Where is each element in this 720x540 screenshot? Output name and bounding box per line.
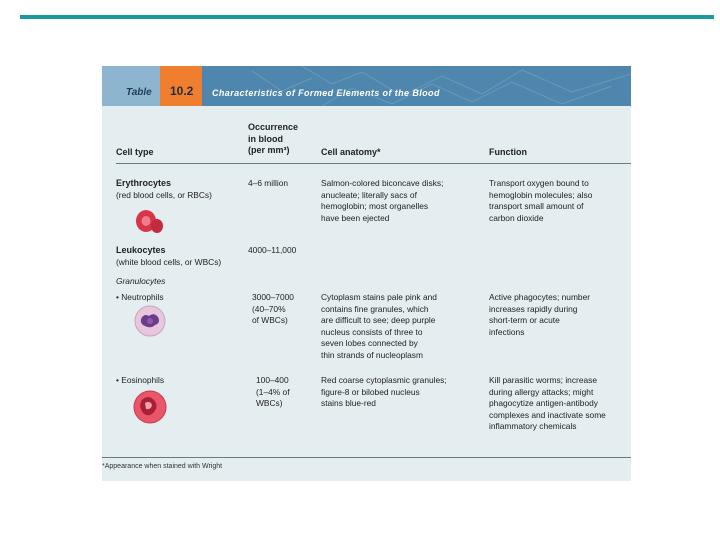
top-accent-rule [20, 15, 714, 19]
footer-rule [102, 457, 631, 458]
header-rule [116, 163, 631, 164]
leukocytes-name: Leukocytes [116, 245, 166, 255]
leukocytes-type [116, 245, 221, 268]
anatomy-line: hemoglobin; most organelles [321, 201, 429, 211]
header-cell-type: Cell type [116, 147, 154, 157]
eosinophils-function [489, 375, 606, 433]
function-line: transport small amount of [489, 201, 584, 211]
banner-title: Characteristics of Formed Elements of the Blood [212, 88, 440, 98]
eosinophil-image [132, 388, 168, 426]
banner-table-number: 10.2 [170, 84, 194, 98]
erythrocytes-function [489, 178, 592, 224]
neutrophils-name: • Neutrophils [116, 292, 164, 302]
function-line: Kill parasitic worms; increase [489, 375, 597, 385]
header-anatomy: Cell anatomy* [321, 147, 381, 157]
anatomy-line: Salmon-colored biconcave disks; [321, 178, 444, 188]
function-line: inflammatory chemicals [489, 421, 577, 431]
header-occurrence [248, 122, 298, 157]
function-line: during allergy attacks; might [489, 386, 594, 397]
occurrence-line: 3000–7000 [252, 292, 294, 302]
anatomy-line: seven lobes connected by [321, 338, 418, 348]
neutrophils-anatomy [321, 292, 437, 361]
eosinophils-anatomy [321, 375, 447, 410]
occurrence-line: WBCs) [256, 398, 283, 408]
anatomy-line: Red coarse cytoplasmic granules; [321, 375, 447, 385]
anatomy-line: nucleus consists of three to [321, 326, 423, 337]
anatomy-line: figure-8 or bilobed nucleus [321, 386, 420, 397]
neutrophils-occurrence [252, 292, 294, 327]
function-line: infections [489, 326, 525, 337]
occurrence-line: (1–4% of [256, 386, 290, 397]
anatomy-line: anucleate; literally sacs of [321, 189, 417, 200]
function-line: Active phagocytes; number [489, 292, 591, 302]
table-banner [102, 66, 631, 106]
anatomy-line: stains blue-red [321, 398, 376, 408]
footnote: *Appearance when stained with Wright [102, 463, 223, 470]
erythrocytes-type [116, 178, 212, 201]
erythrocyte-image [132, 205, 168, 237]
erythrocytes-name: Erythrocytes [116, 178, 172, 188]
blood-elements-table [102, 66, 631, 481]
anatomy-line: contains fine granules, which [321, 303, 429, 314]
occurrence-line: (40–70% [252, 303, 286, 314]
header-occurrence-line: Occurrence [248, 122, 299, 132]
leukocytes-occurrence: 4000–11,000 [248, 245, 297, 255]
function-line: complexes and inactivate some [489, 409, 606, 420]
anatomy-line: have been ejected [321, 212, 390, 223]
function-line: phagocytize antigen-antibody [489, 398, 598, 408]
occurrence-line: of WBCs) [252, 315, 288, 325]
header-occurrence-line: in blood [248, 133, 283, 144]
function-line: Transport oxygen bound to [489, 178, 589, 188]
banner-table-block [102, 66, 160, 106]
anatomy-line: Cytoplasm stains pale pink and [321, 292, 437, 302]
eosinophils-name: • Eosinophils [116, 375, 165, 385]
function-line: increases rapidly during [489, 303, 578, 314]
leukocytes-sub: (white blood cells, or WBCs) [116, 256, 222, 267]
occurrence-line: 100–400 [256, 375, 289, 385]
banner-table-label: Table [126, 87, 152, 98]
erythrocytes-sub: (red blood cells, or RBCs) [116, 189, 212, 200]
header-function: Function [489, 147, 527, 157]
neutrophil-image [132, 304, 168, 338]
erythrocytes-anatomy [321, 178, 443, 224]
granulocytes-label: Granulocytes [116, 276, 166, 286]
function-line: carbon dioxide [489, 212, 544, 223]
erythrocytes-occurrence: 4–6 million [248, 178, 289, 188]
anatomy-line: are difficult to see; deep purple [321, 315, 436, 325]
function-line: hemoglobin molecules; also [489, 189, 593, 200]
function-line: short-term or acute [489, 315, 560, 325]
header-occurrence-line: (per mm³) [248, 145, 290, 155]
anatomy-line: thin strands of nucleoplasm [321, 349, 423, 360]
eosinophils-occurrence [256, 375, 290, 410]
neutrophils-function [489, 292, 590, 338]
